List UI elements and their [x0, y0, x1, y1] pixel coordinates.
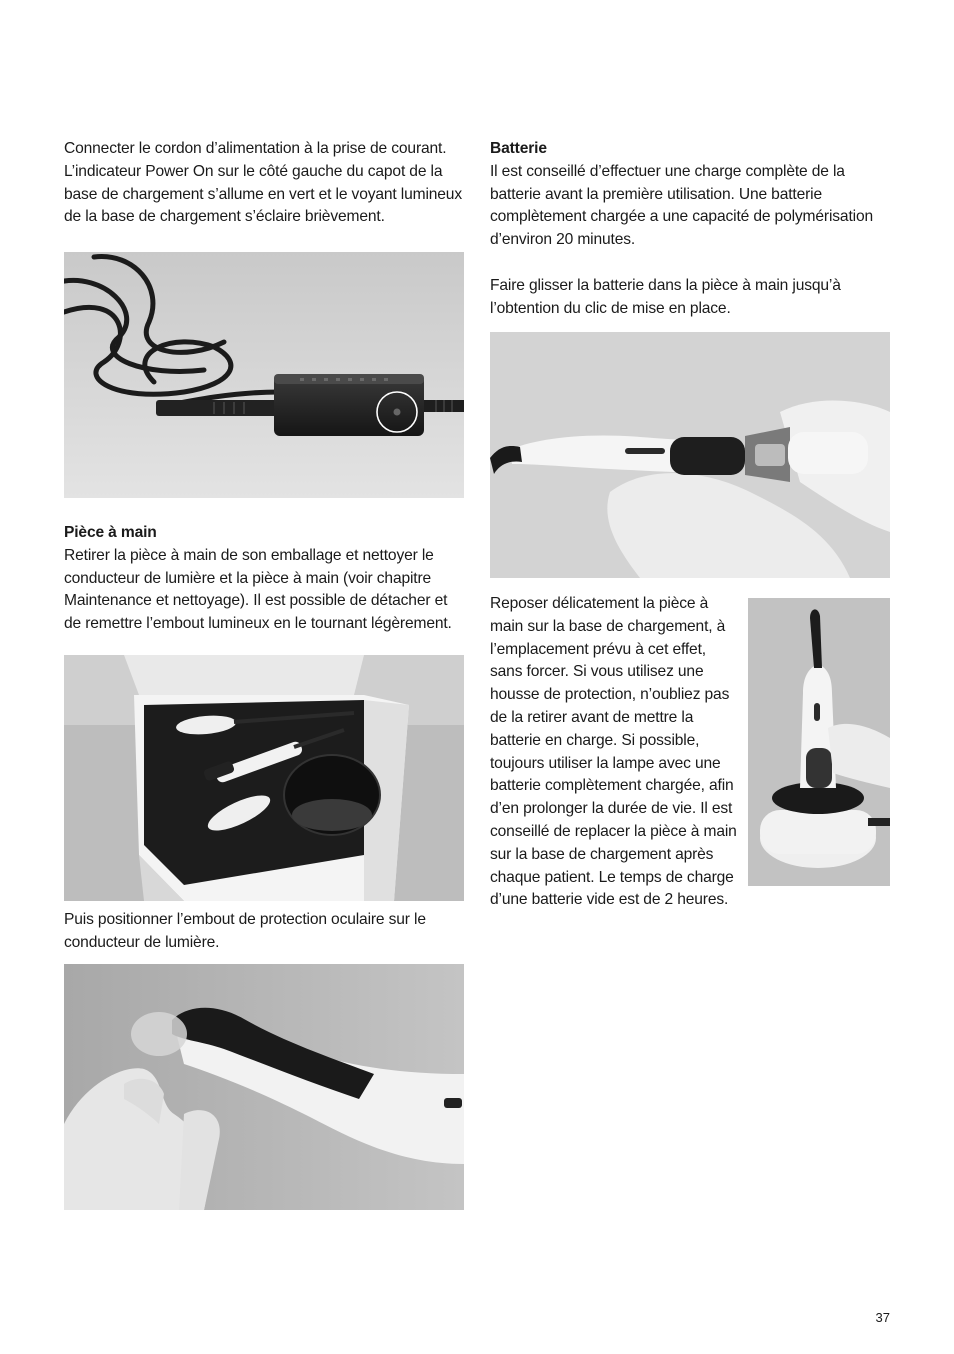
spacer: [490, 252, 892, 275]
eye-shield-paragraph: [64, 909, 466, 955]
battery-text: Il est conseillé d’effectuer une charge complète de la batterie avant la première utilisation. Une batterie complètement chargée a une capacité de polymérisation d’environ 20 minutes.: [490, 162, 873, 249]
intro-paragraph: [64, 138, 466, 229]
packaging-photo: [64, 655, 464, 901]
intro-text: Connecter le cordon d’alimentation à la prise de courant. L’indicateur Power On sur le côté gauche du capot de la base de chargement s’allume en vert et le voyant lumineux de la base de chargement s’éclaire brièvement.: [64, 140, 462, 226]
reposition-paragraph: [490, 593, 738, 912]
charging-base-photo: [748, 598, 890, 886]
handpiece-heading: Pièce à main: [64, 524, 157, 541]
eye-shield-text: Puis positionner l’embout de protection oculaire sur le conducteur de lumière.: [64, 911, 426, 951]
reposition-text: Reposer délicatement la pièce à main sur la base de chargement, à l’emplacement prévu à cet effet, sans forcer. Si vous utilisez une housse de protection, n’oubliez pas de la retirer avant de mettre la batterie en charge. Si possible, toujours utiliser la lampe avec une batterie complètement chargée, afin d’en prolonger la durée de vie. Il est conseillé de replacer la pièce à main sur la base de chargement après chaque patient. Le temps de charge d’une batterie vide est de 2 heures.: [490, 595, 737, 909]
battery-insert-photo: [490, 332, 890, 578]
battery-heading: Batterie: [490, 140, 547, 157]
battery-section: [490, 138, 892, 320]
handpiece-section: [64, 522, 466, 636]
handpiece-text: Retirer la pièce à main de son emballage et nettoyer le conducteur de lumière et la pièce à main (voir chapitre Maintenance et nettoyage). Il est possible de détacher et de remettre l’embout lumineux en le tournant légèrement.: [64, 546, 452, 633]
page-number: 37: [875, 1310, 890, 1325]
eye-shield-photo: [64, 964, 464, 1210]
battery-insert-text: Faire glisser la batterie dans la pièce à main jusqu’à l’obtention du clic de mise en place.: [490, 276, 841, 317]
power-adapter-photo: [64, 252, 464, 498]
